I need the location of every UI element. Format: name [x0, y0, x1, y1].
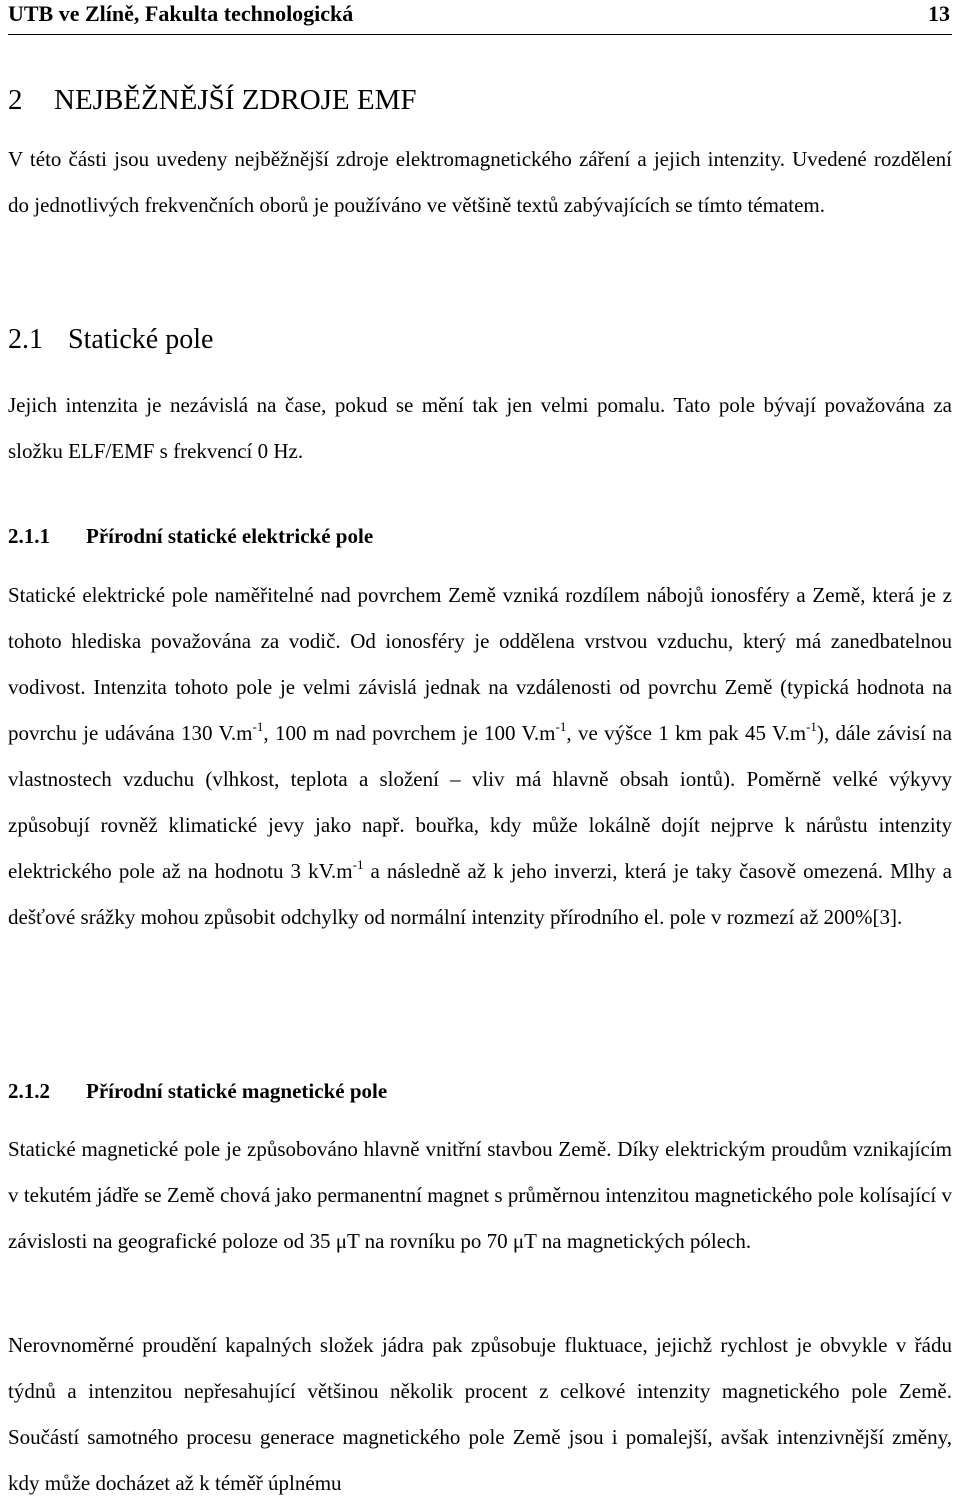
superscript-exponent: -1 — [252, 719, 264, 734]
superscript-exponent: -1 — [352, 857, 364, 872]
section-title: Statické pole — [68, 324, 214, 355]
chapter-title: NEJBĚŽNĚJŠÍ ZDROJE EMF — [54, 84, 417, 116]
superscript-exponent: -1 — [806, 719, 817, 734]
chapter-number: 2 — [8, 84, 23, 116]
paragraph-text: ), dále závisí na vlastnostech vzduchu (vlhkost, teplota a složení – vliv má hlavně obsah iontů). Poměrně velké výkyvy způsobují rovněž klimatické jevy jako např. bouřka, kdy může lokálně dojít nejprve k nárůstu intenzity elektrického pole až na hodnotu 3 kV.m — [8, 721, 952, 883]
section-2-1-1-paragraph — [8, 572, 952, 940]
subsection-title: Přírodní statické elektrické pole — [86, 524, 374, 548]
intro-paragraph: V této části jsou uvedeny nejběžnější zdroje elektromagnetického záření a jejich intenzity. Uvedené rozdělení do jednotlivých frekvenčních oborů je používáno ve většině textů zabývajících se tímto tématem. — [8, 147, 952, 217]
chapter-heading — [8, 82, 952, 118]
paragraph-text: a následně až k jeho inverzi, která je taky časově omezená. Mlhy a dešťové srážky mohou způsobit odchylky od normální intenzity přírodního el. pole v rozmezí až 200%[3]. — [8, 859, 952, 929]
subsection-heading-2-1-2 — [8, 1076, 952, 1106]
section-2-1-paragraph: Jejich intenzita je nezávislá na čase, pokud se mění tak jen velmi pomalu. Tato pole bývají považována za složku ELF/EMF s frekvencí 0 Hz. — [8, 393, 952, 463]
paragraph-text: , ve výšce 1 km pak 45 V.m — [566, 721, 807, 745]
subsection-number: 2.1.2 — [8, 1079, 50, 1103]
header-institution: UTB ve Zlíně, Fakulta technologická — [8, 1, 354, 26]
subsection-heading-2-1-1 — [8, 521, 952, 551]
paragraph-text: Statické elektrické pole naměřitelné nad povrchem Země vzniká rozdílem nábojů ionosféry a Země, která je z tohoto hlediska považována za vodič. Od ionosféry je oddělena vrstvou vzduchu, který má zanedbatelnou vodivost. Intenzita tohoto pole je velmi závislá jednak na vzdálenosti od povrchu Země (typická hodnota na povrchu je udávána 130 V.m — [8, 583, 952, 745]
section-2-1-2-paragraph-1: Statické magnetické pole je způsobováno hlavně vnitřní stavbou Země. Díky elektrickým proudům vznikajícím v tekutém jádře se Země chová jako permanentní magnet s průměrnou intenzitou magnetického pole kolísající v závislosti na geografické poloze od 35 μT na rovníku po 70 μT na magnetických pólech. — [8, 1137, 952, 1253]
section-2-1-2-paragraph-2: Nerovnoměrné proudění kapalných složek jádra pak způsobuje fluktuace, jejichž rychlost je obvykle v řádu týdnů a intenzitou nepřesahující většinou několik procent z celkové intenzity magnetického pole Země. Součástí samotného procesu generace magnetického pole Země jsou i pomalejší, avšak intenzivnější změny, kdy může docházet až k téměř úplnému — [8, 1333, 952, 1495]
superscript-exponent: -1 — [555, 719, 567, 734]
running-header — [8, 0, 952, 35]
subsection-number: 2.1.1 — [8, 524, 50, 548]
subsection-title: Přírodní statické magnetické pole — [86, 1079, 388, 1103]
section-number: 2.1 — [8, 324, 43, 355]
section-heading-2-1 — [8, 322, 952, 358]
page-number: 13 — [928, 1, 950, 26]
paragraph-text: , 100 m nad povrchem je 100 V.m — [263, 721, 556, 745]
